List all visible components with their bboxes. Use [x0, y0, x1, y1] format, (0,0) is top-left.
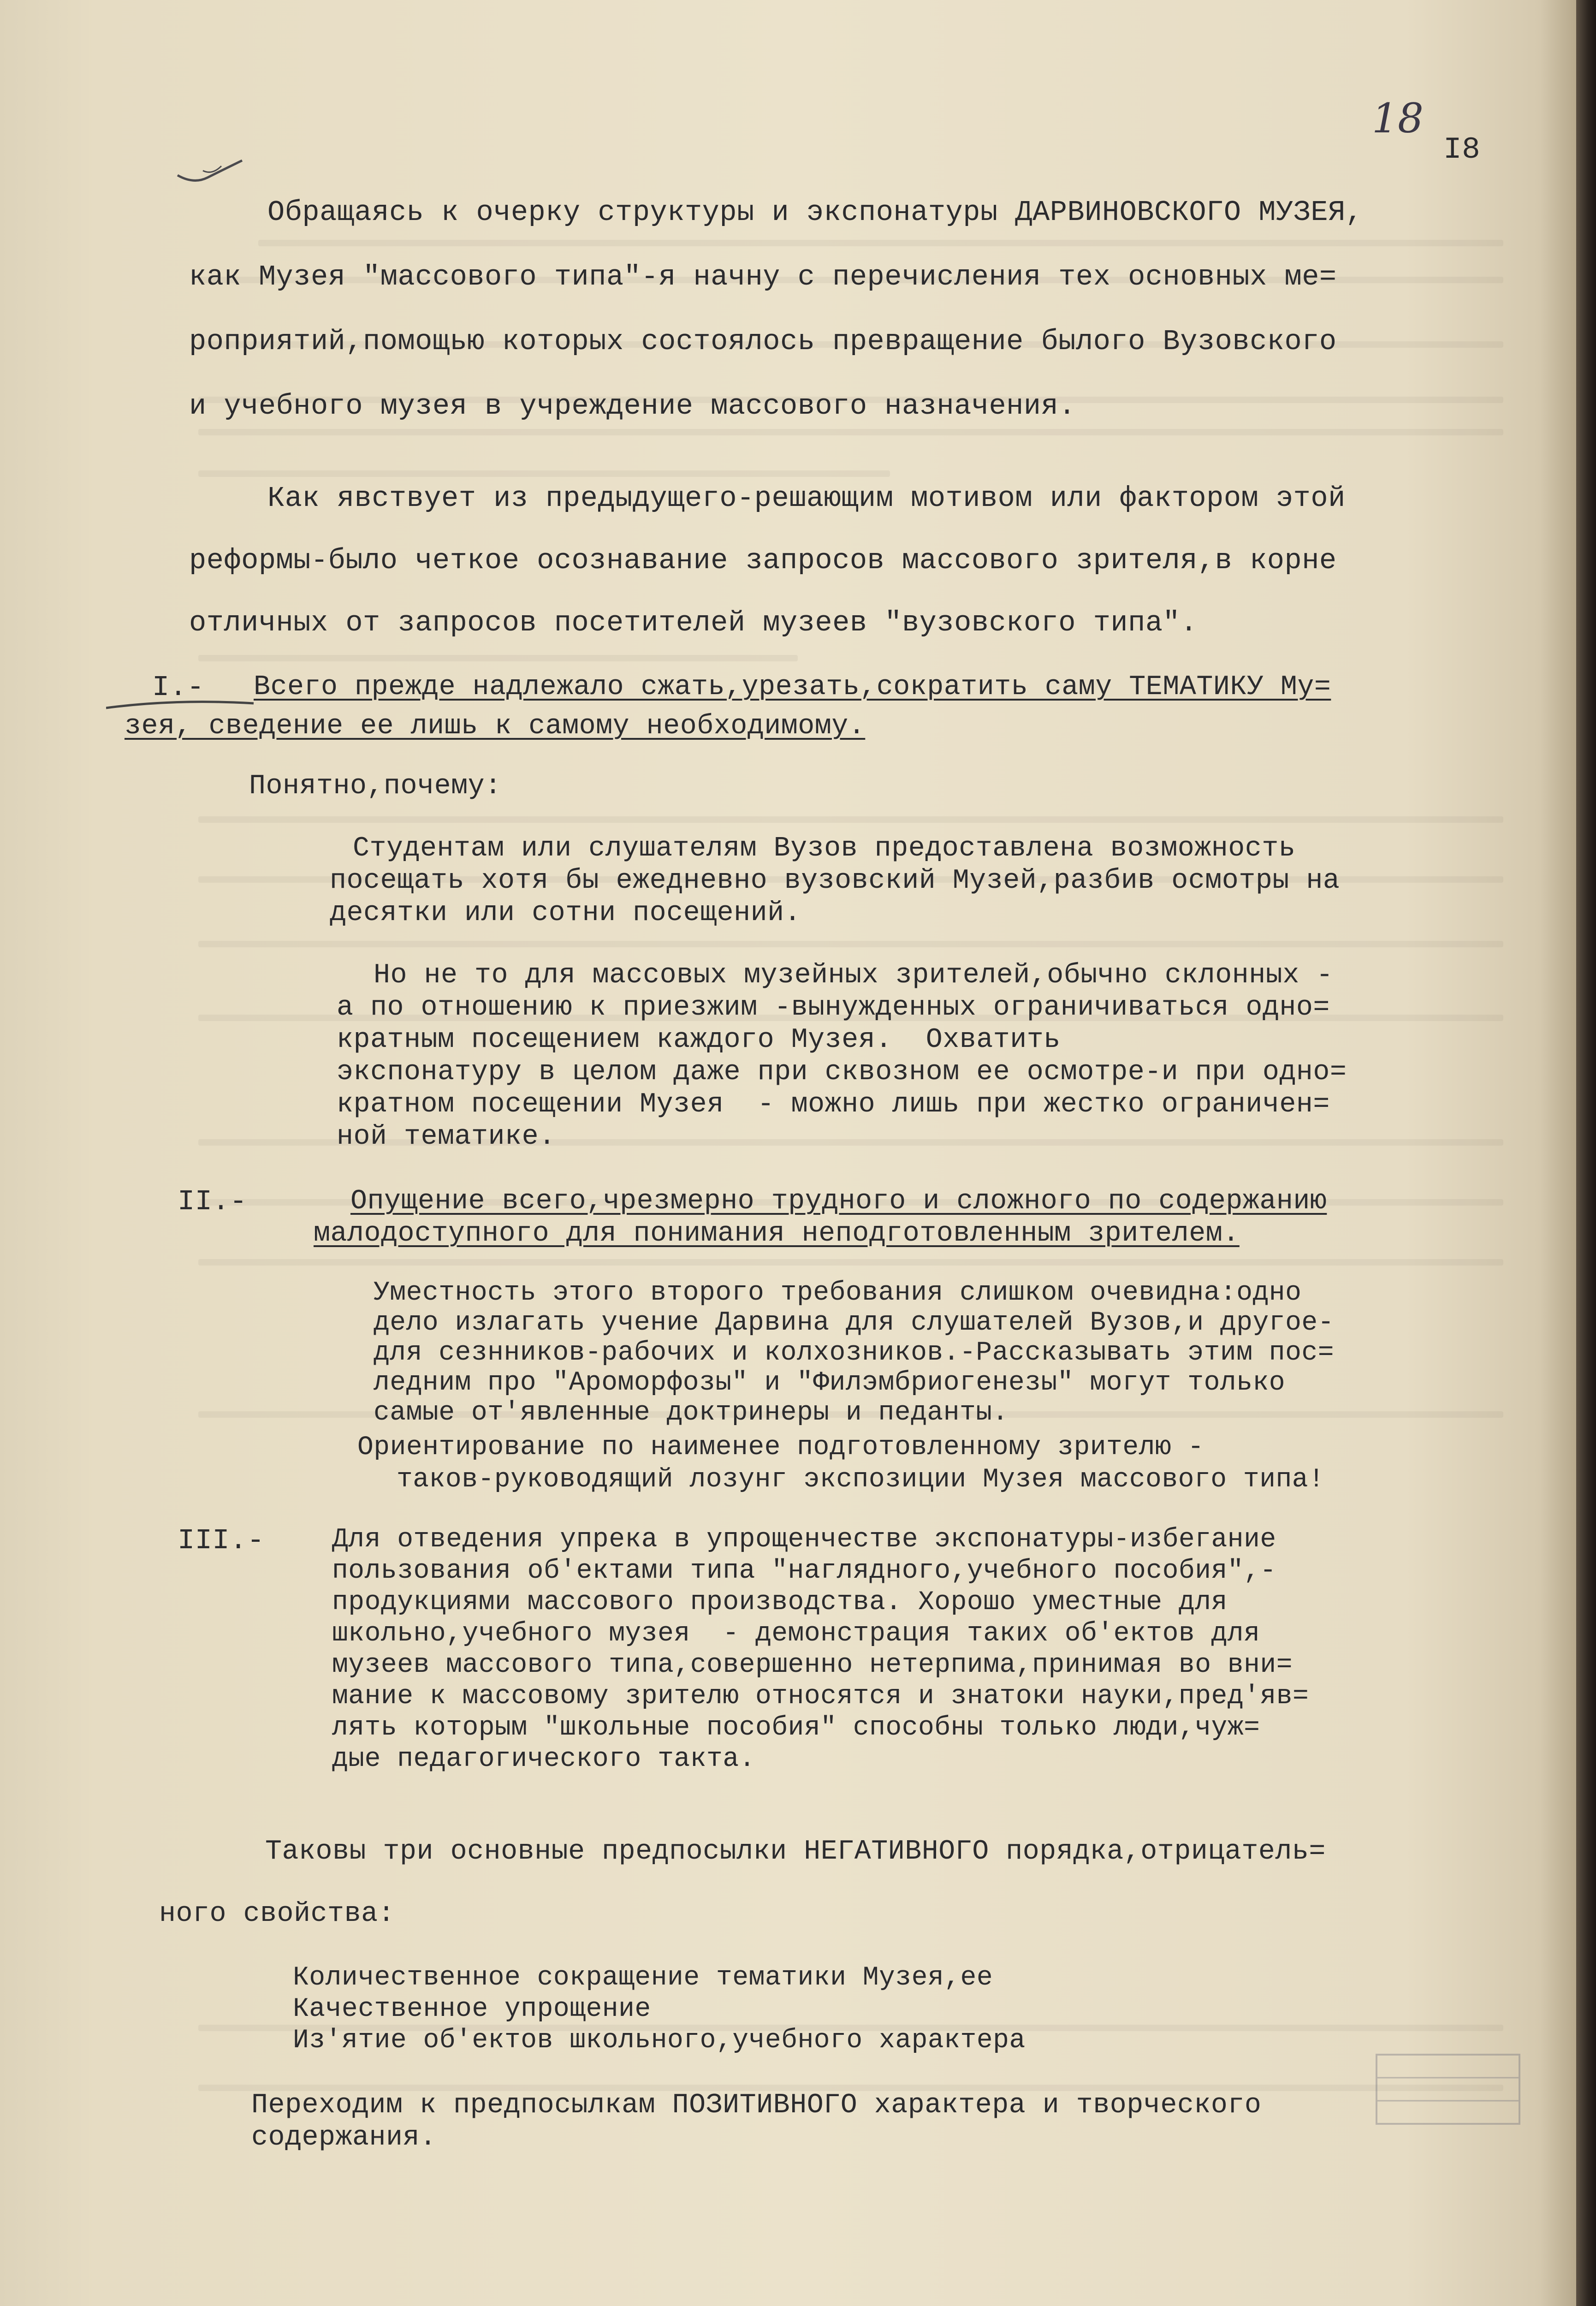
summary-line-2: ного свойства:: [159, 1898, 395, 1930]
point-1-para-2-line-2: а по отношению к приезжим -вынужденных ограничиваться одно=: [337, 992, 1330, 1023]
point-1-number: I.-: [152, 671, 205, 704]
reform-line-1: Как явствует из предыдущего-решающим мотивом или фактором этой: [267, 482, 1346, 515]
point-3-para-line-5: музеев массового типа,совершенно нетерпима,принимая во вни=: [332, 1650, 1293, 1680]
point-2-para-2-line-2: таков-руководящий лозунг экспозиции Музея массового типа!: [397, 1465, 1325, 1495]
point-1-heading-line-2: зея, сведение ее лишь к самому необходимому.: [125, 711, 866, 742]
point-2-para-1-line-5: самые от'явленные доктринеры и педанты.: [374, 1398, 1009, 1428]
point-2-heading-line-2: малодоступного для понимания неподготовленным зрителем.: [314, 1218, 1240, 1249]
point-1-para-1-line-3: десятки или сотни посещений.: [330, 897, 801, 929]
reform-line-2: реформы-было четкое осознавание запросов массового зрителя,в корне: [189, 544, 1337, 577]
point-1-para-2-line-1: Но не то для массовых музейных зрителей,обычно склонных -: [374, 960, 1333, 991]
point-1-para-2-line-5: кратном посещении Музея - можно лишь при жестко ограничен=: [337, 1089, 1330, 1120]
point-2-para-1-line-4: ледним про "Ароморфозы" и "Филэмбриогенезы" могут только: [374, 1368, 1286, 1398]
point-1-para-1-line-2: посещать хотя бы ежедневно вузовский Музей,разбив осмотры на: [330, 865, 1340, 897]
point-1-para-1-line-1: Студентам или слушателям Вузов предоставлена возможность: [353, 833, 1296, 864]
handwritten-folio-number: 18: [1372, 95, 1424, 142]
point-1-subheading: Понятно,почему:: [249, 771, 502, 802]
pencil-strike-mark: [106, 694, 258, 713]
point-2-para-1-line-2: дело излагать учение Дарвина для слушателей Вузов,и другое-: [374, 1308, 1335, 1338]
point-3-para-line-7: лять которым "школьные пособия" способны только люди,чуж=: [332, 1713, 1260, 1743]
intro-line-4: и учебного музея в учреждение массового назначения.: [189, 390, 1076, 422]
intro-line-1: Обращаясь к очерку структуры и экспонатуры ДАРВИНОВСКОГО МУЗЕЯ,: [267, 196, 1363, 229]
point-2-heading-line-1: Опущение всего,чрезмерно трудного и сложного по содержанию: [350, 1186, 1327, 1217]
binding-edge: [1576, 0, 1596, 2306]
point-3-para-line-8: дые педагогического такта.: [332, 1744, 755, 1774]
intro-line-3: роприятий,помощью которых состоялось превращение былого Вузовского: [189, 325, 1337, 358]
point-3-para-line-6: мание к массовому зрителю относятся и знатоки науки,пред'яв=: [332, 1682, 1309, 1712]
page-number: I8: [1443, 132, 1481, 167]
point-1-para-2-line-3: кратным посещением каждого Музея. Охватить: [337, 1024, 1061, 1056]
archive-stamp: [1374, 2052, 1522, 2126]
page-fold-shadow: [1540, 0, 1576, 2306]
point-2-para-2-line-1: Ориентирование по наименее подготовленному зрителю -: [357, 1432, 1204, 1462]
point-3-para-line-3: продукциями массового производства. Хорошо уместные для: [332, 1587, 1228, 1617]
point-1-heading-line-1: Всего прежде надлежало сжать,урезать,сократить саму ТЕМАТИКУ Му=: [254, 672, 1331, 703]
point-2-number: II.-: [178, 1185, 247, 1218]
list-item-3: Из'ятие об'ектов школьного,учебного характера: [293, 2026, 1026, 2056]
point-3-number: III.-: [178, 1524, 265, 1557]
point-1-para-2-line-4: экспонатуру в целом даже при сквозном ее осмотре-и при одно=: [337, 1057, 1347, 1088]
closing-line-2: содержания.: [251, 2122, 437, 2153]
list-item-1: Количественное сокращение тематики Музея,ее: [293, 1963, 993, 1993]
summary-line-1: Таковы три основные предпосылки НЕГАТИВНОГО порядка,отрицатель=: [265, 1836, 1326, 1867]
pencil-tick-mark-icon: [175, 157, 244, 189]
reform-line-3: отличных от запросов посетителей музеев "вузовского типа".: [189, 606, 1198, 639]
point-2-para-1-line-3: для сезнников-рабочих и колхозников.-Рассказывать этим пос=: [374, 1338, 1335, 1368]
point-3-para-line-4: школьно,учебного музея - демонстрация таких об'ектов для: [332, 1619, 1260, 1649]
intro-line-2: как Музея "массового типа"-я начну с перечисления тех основных ме=: [189, 261, 1337, 293]
point-3-para-line-1: Для отведения упрека в упрощенчестве экспонатуры-избегание: [332, 1525, 1276, 1555]
closing-line-1: Переходим к предпосылкам ПОЗИТИВНОГО характера и творческого: [251, 2090, 1262, 2121]
point-3-para-line-2: пользования об'ектами типа "наглядного,учебного пособия",-: [332, 1556, 1276, 1586]
list-item-2: Качественное упрощение: [293, 1994, 651, 2024]
point-2-para-1-line-1: Уместность этого второго требования слишком очевидна:одно: [374, 1278, 1302, 1308]
point-1-para-2-line-6: ной тематике.: [337, 1121, 556, 1153]
